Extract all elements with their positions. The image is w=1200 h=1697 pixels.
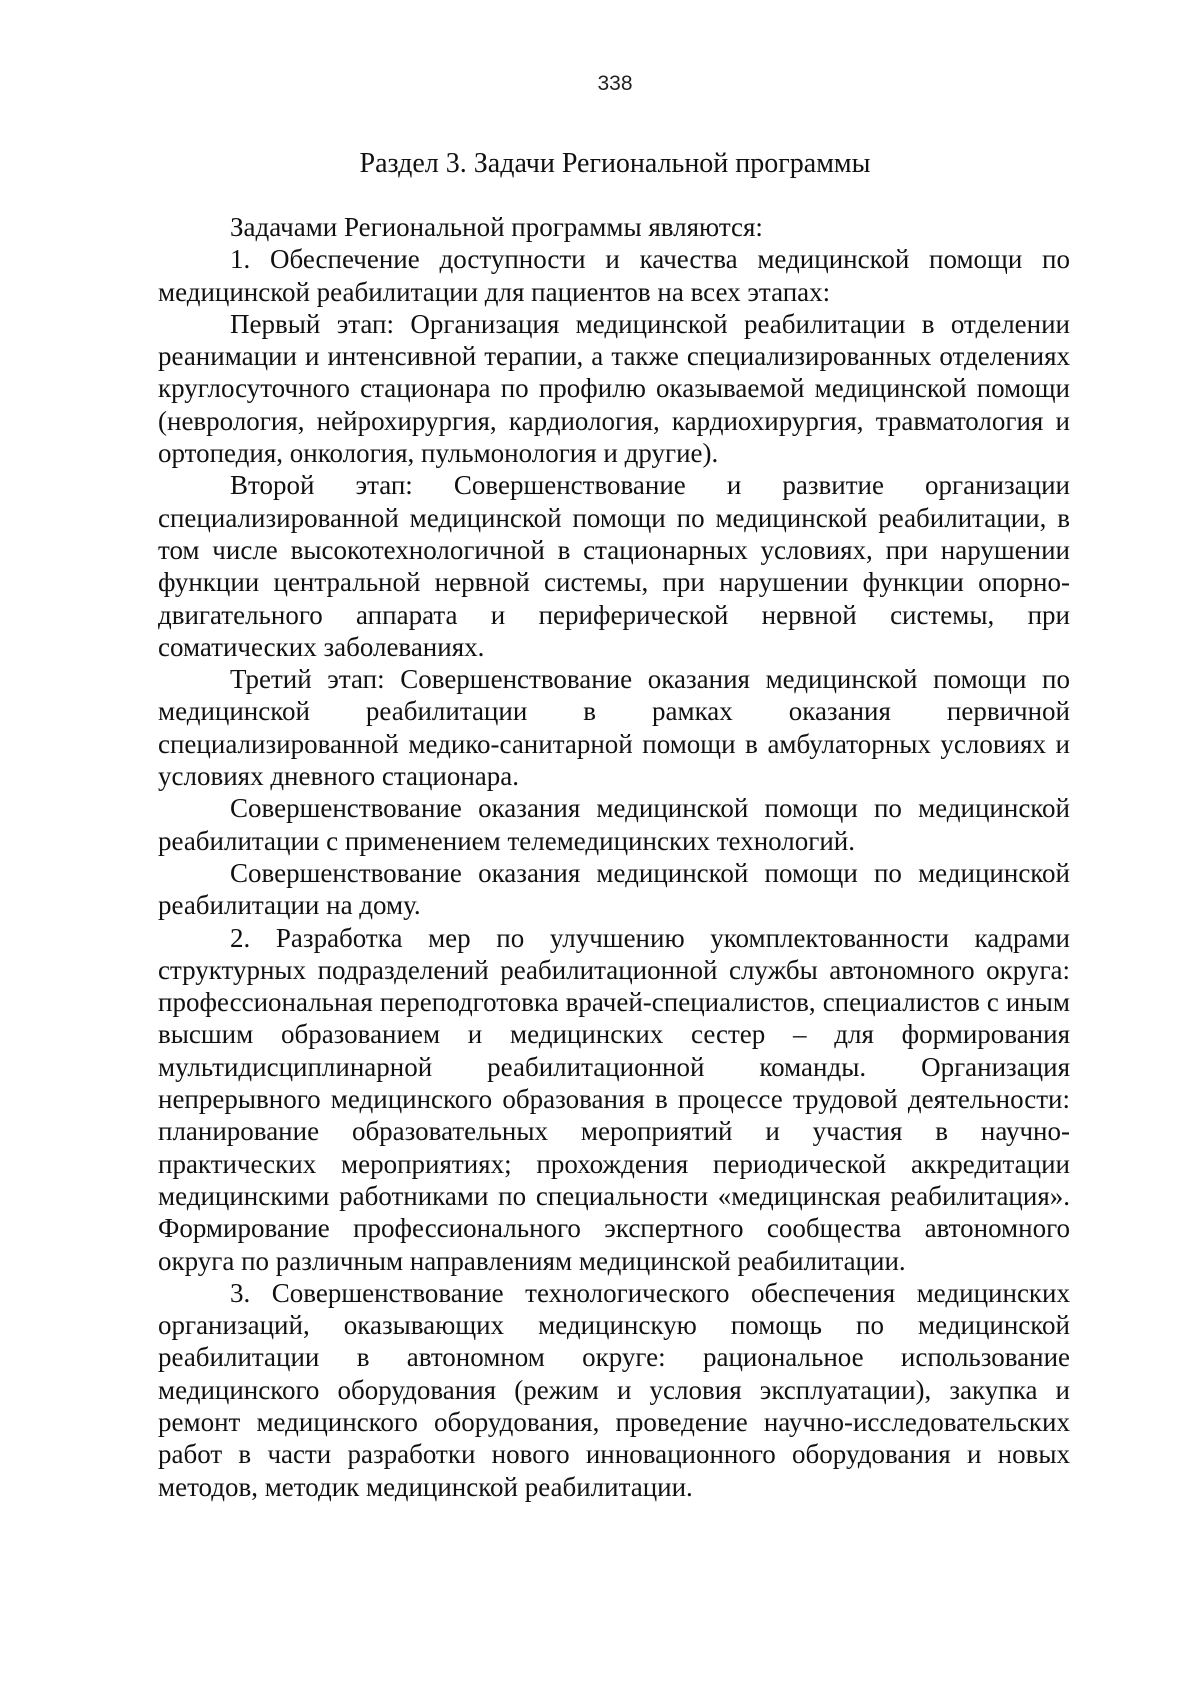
paragraph-task-2: 2. Разработка мер по улучшению укомплектованности кадрами структурных подразделений реабилитационной службы автономного округа: профессиональная переподготовка врачей-специалистов, специалистов с иным высшим образованием и медицинских сестер – для формирования мультидисциплинарной реабилитационной команды. Организация непрерывного медицинского образования в процессе трудовой деятельности: планирование образовательных мероприятий и участия в научно-практических мероприятиях; прохождения периодической аккредитации медицинскими работниками по специальности «медицинская реабилитация». Формирование профессионального экспертного сообщества автономного округа по различным направлениям медицинской реабилитации. <box>158 922 1070 1276</box>
paragraph-stage-1: Первый этап: Организация медицинской реабилитации в отделении реанимации и интенсивной терапии, а также специализированных отделениях круглосуточного стационара по профилю оказываемой медицинской помощи (неврология, нейрохирургия, кардиология, кардиохирургия, травматология и ортопедия, онкология, пульмонология и другие). <box>158 308 1070 469</box>
body-text <box>158 211 1070 1503</box>
paragraph-task-1: 1. Обеспечение доступности и качества медицинской помощи по медицинской реабилитации для пациентов на всех этапах: <box>158 244 1070 307</box>
paragraph-stage-2: Второй этап: Совершенствование и развитие организации специализированной медицинской помощи по медицинской реабилитации, в том числе высокотехнологичной в стационарных условиях, при нарушении функции центральной нервной системы, при нарушении функции опорно-двигательного аппарата и периферической нервной системы, при соматических заболеваниях. <box>158 470 1070 662</box>
paragraph-telemedicine: Совершенствование оказания медицинской помощи по медицинской реабилитации с применением телемедицинских технологий. <box>158 793 1070 856</box>
paragraph-home-care: Совершенствование оказания медицинской помощи по медицинской реабилитации на дому. <box>158 857 1070 921</box>
paragraph-intro: Задачами Региональной программы являются: <box>230 212 763 242</box>
paragraph-stage-3: Третий этап: Совершенствование оказания медицинской помощи по медицинской реабилитации в рамках оказания первичной специализированной медико-санитарной помощи в амбулаторных условиях и условиях дневного стационара. <box>158 664 1070 792</box>
section-title: Раздел 3. Задачи Региональной программы <box>359 148 871 179</box>
page-number: 338 <box>597 72 633 95</box>
paragraph-task-3: 3. Совершенствование технологического обеспечения медицинских организаций, оказывающих медицинскую помощь по медицинской реабилитации в автономном округе: рациональное использование медицинского оборудования (режим и условия эксплуатации), закупка и ремонт медицинского оборудования, проведение научно-исследовательских работ в части разработки нового инновационного оборудования и новых методов, методик медицинской реабилитации. <box>158 1277 1070 1502</box>
